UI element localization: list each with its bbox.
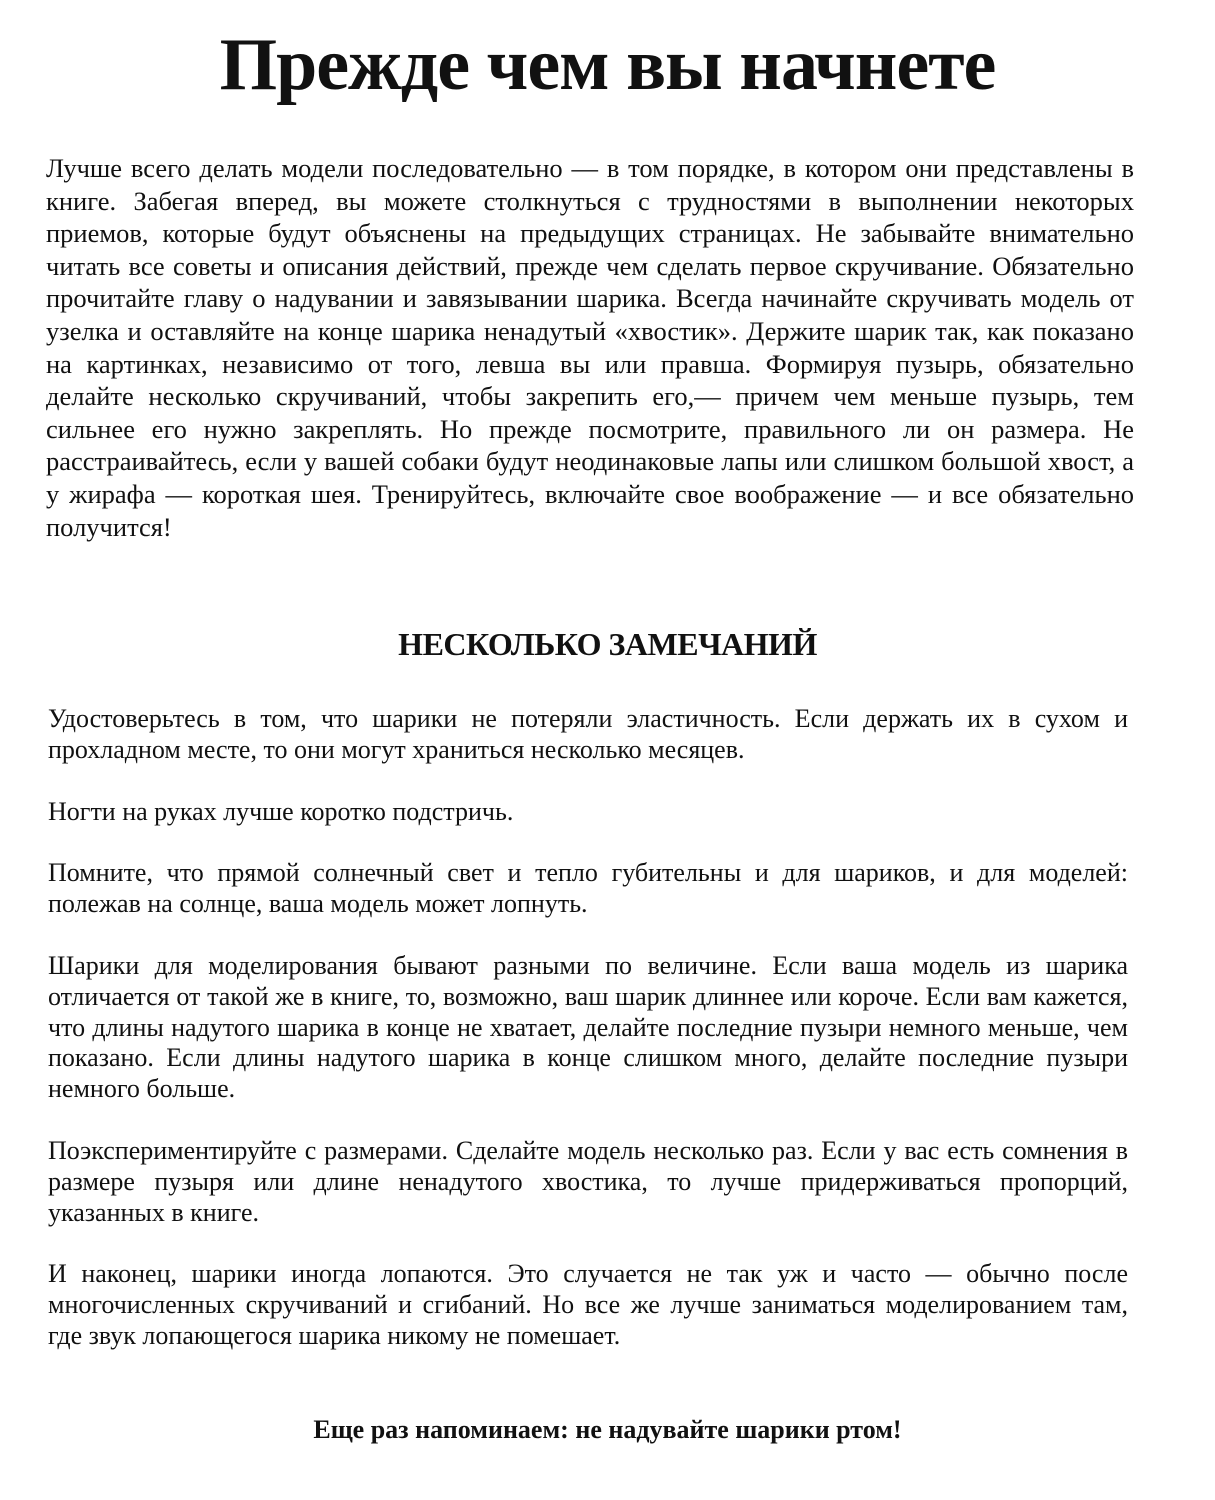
note-paragraph: И наконец, шарики иногда лопаются. Это случается не так уж и часто — обычно после многочисленных скручиваний и сгибаний. Но все же лучше заниматься моделированием там, где звук лопающегося шарика никому не помешает.: [48, 1259, 1128, 1350]
final-warning: Еще раз напоминаем: не надувайте шарики ртом!: [313, 1415, 902, 1444]
note-paragraph: Поэкспериментируйте с размерами. Сделайте модель несколько раз. Если у вас есть сомнения в размере пузыря или длине ненадутого хвостика, то лучше придерживаться пропорций, указанных в книге.: [48, 1135, 1128, 1227]
section-heading: НЕСКОЛЬКО ЗАМЕЧАНИЙ: [398, 626, 817, 662]
notes-list: [48, 704, 1128, 1383]
intro-paragraph: Лучше всего делать модели последовательно — в том порядке, в котором они представлены в книге. Забегая вперед, вы можете столкнуться с трудностями в выполнении некоторых приемов, которые будут объяснены на предыдущих страницах. Не забывайте внимательно читать все советы и описания действий, прежде чем сделать первое скручивание. Обязательно прочитайте главу о надувании и завязывании шарика. Всегда начинайте скручивать модель от узелка и оставляйте на конце шарика ненадутый «хвостик». Держите шарик так, как показано на картинках, независимо от того, левша вы или правша. Формируя пузырь, обязательно делайте несколько скручиваний, чтобы закрепить его,— причем чем меньше пузырь, тем сильнее его нужно закреплять. Но прежде посмотрите, правильного ли он размера. Не расстраивайтесь, если у вашей собаки будут неодинаковые лапы или слишком большой хвост, а у жирафа — короткая шея. Тренируйтесь, включайте свое воображение — и все обязательно получится!: [46, 153, 1134, 542]
note-paragraph: Удостоверьтесь в том, что шарики не потеряли эластичность. Если держать их в сухом и прохладном месте, то они могут храниться несколько месяцев.: [48, 704, 1128, 764]
page-title: Прежде чем вы начнете: [219, 24, 996, 106]
note-paragraph: Помните, что прямой солнечный свет и тепло губительны и для шариков, и для моделей: полежав на солнце, ваша модель может лопнуть.: [48, 858, 1128, 919]
note-paragraph: Шарики для моделирования бывают разными по величине. Если ваша модель из шарика отличается от такой же в книге, то, возможно, ваш шарик длиннее или короче. Если вам кажется, что длины надутого шарика в конце не хватает, делайте последние пузыри немного меньше, чем показано. Если длины надутого шарика в конце слишком много, делайте последние пузыри немного больше.: [48, 950, 1128, 1104]
note-paragraph: Ногти на руках лучше коротко подстричь.: [48, 796, 514, 826]
